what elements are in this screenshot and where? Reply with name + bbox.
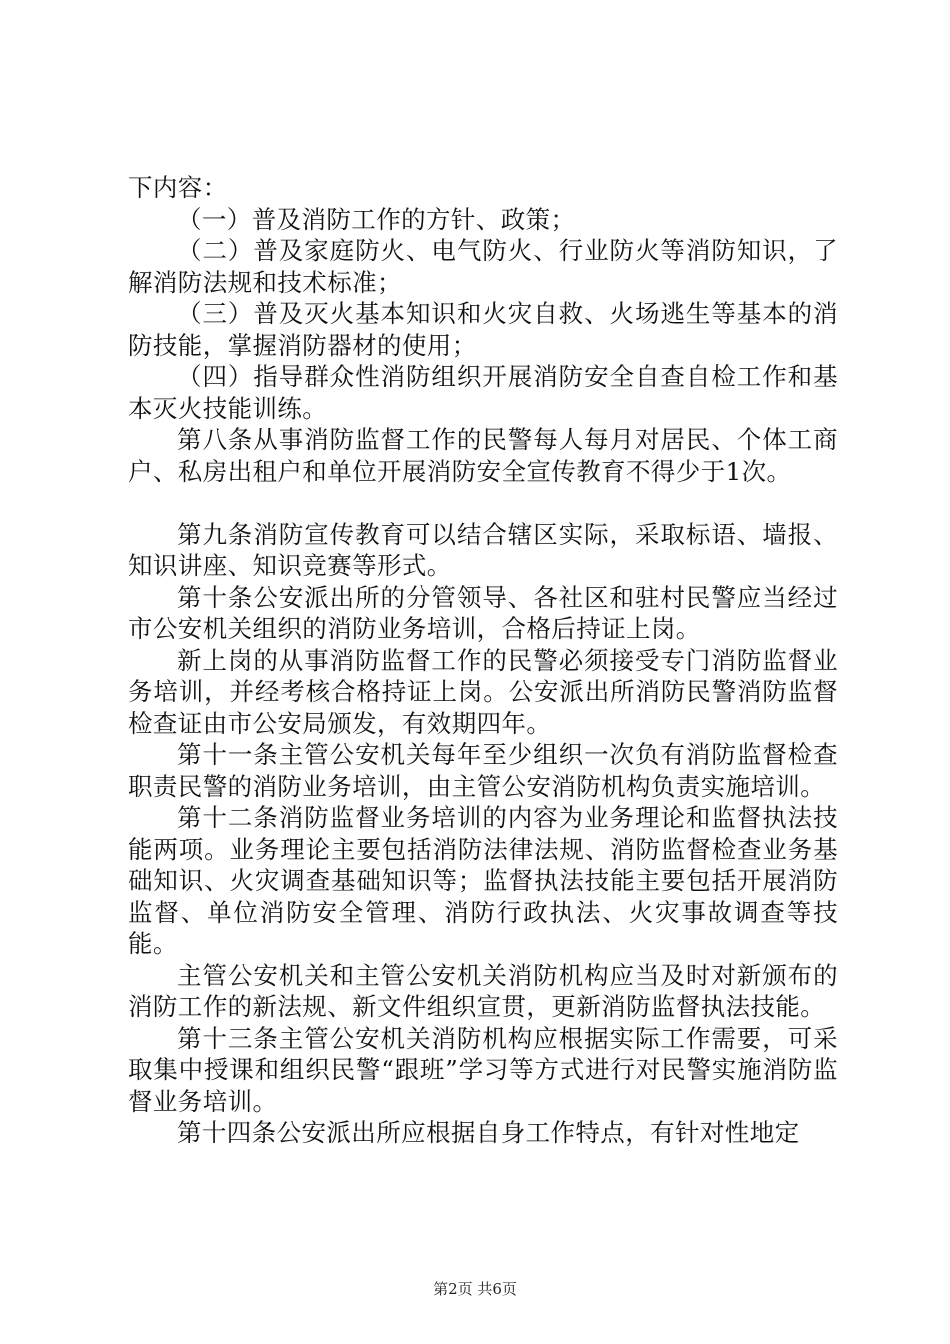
paragraph-5: 第八条从事消防监督工作的民警每人每月对居民、个体工商户、私房出租户和单位开展消防安全宣传教育不得少于1次。 (128, 425, 838, 486)
paragraph-0: 下内容： (128, 173, 228, 202)
paragraph-2: （二）普及家庭防火、电气防火、行业防火等消防知识，了解消防法规和技术标准； (128, 236, 838, 297)
paragraph-9: 第十一条主管公安机关每年至少组织一次负有消防监督检查职责民警的消防业务培训，由主管公安消防机构负责实施培训。 (128, 740, 838, 801)
paragraph-13: 第十四条公安派出所应根据自身工作特点，有针对性地定 (177, 1118, 800, 1147)
paragraph-10: 第十二条消防监督业务培训的内容为业务理论和监督执法技能两项。业务理论主要包括消防法律法规、消防监督检查业务基础知识、火灾调查基础知识等；监督执法技能主要包括开展消防监督、单位消防安全管理、消防行政执法、火灾事故调查等技能。 (128, 803, 838, 958)
document-body (128, 172, 838, 1149)
paragraph-spacer (128, 487, 838, 519)
page-footer (0, 1278, 950, 1299)
paragraph-3: （三）普及灭火基本知识和火灾自救、火场逃生等基本的消防技能，掌握消防器材的使用； (128, 299, 838, 360)
paragraph-6: 第九条消防宣传教育可以结合辖区实际，采取标语、墙报、知识讲座、知识竞赛等形式。 (128, 519, 838, 580)
paragraph-1: （一）普及消防工作的方针、政策； (177, 204, 576, 234)
paragraph-4: （四）指导群众性消防组织开展消防安全自查自检工作和基本灭火技能训练。 (128, 362, 838, 423)
paragraph-12: 第十三条主管公安机关消防机构应根据实际工作需要，可采取集中授课和组织民警“跟班”学习等方式进行对民警实施消防监督业务培训。 (128, 1023, 838, 1116)
paragraph-11: 主管公安机关和主管公安机关消防机构应当及时对新颁布的消防工作的新法规、新文件组织宣贯，更新消防监督执法技能。 (128, 960, 838, 1021)
paragraph-8: 新上岗的从事消防监督工作的民警必须接受专门消防监督业务培训，并经考核合格持证上岗。公安派出所消防民警消防监督检查证由市公安局颁发，有效期四年。 (128, 645, 838, 738)
page-number-label: 第2页 共6页 (433, 1280, 517, 1298)
paragraph-7: 第十条公安派出所的分管领导、各社区和驻村民警应当经过市公安机关组织的消防业务培训，合格后持证上岗。 (128, 582, 838, 643)
